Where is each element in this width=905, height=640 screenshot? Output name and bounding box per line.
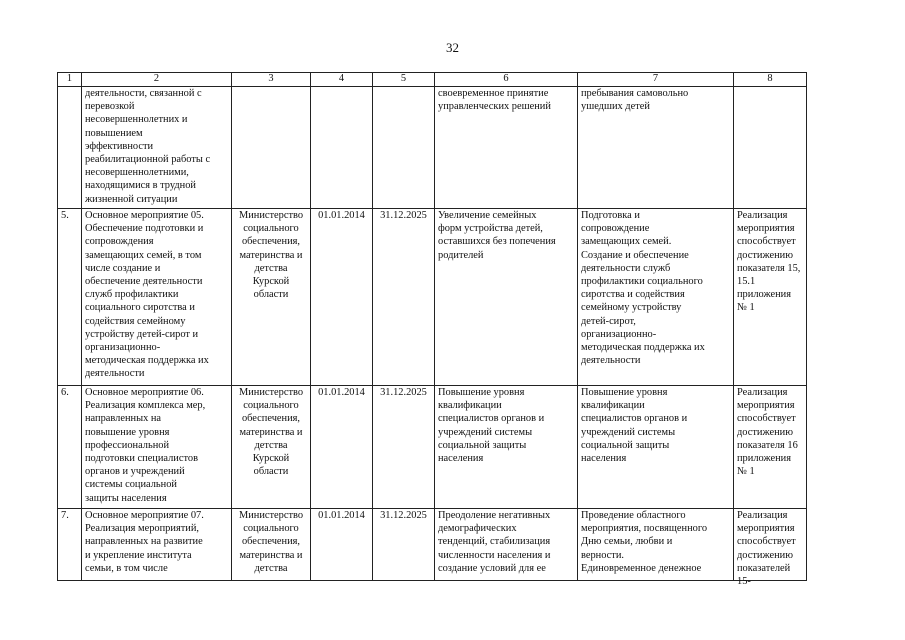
directions-cell: пребывания самовольно ушедших детей xyxy=(578,87,734,209)
header-col-5: 5 xyxy=(373,73,435,87)
start-date-cell: 01.01.2014 xyxy=(311,509,373,581)
result-cell: своевременное принятие управленческих решений xyxy=(435,87,578,209)
indicator-link-cell: Реализация мероприятия способствует достижению показателя 16 приложения № 1 xyxy=(734,386,807,509)
result-cell: Увеличение семейных форм устройства детей, оставшихся без попечения родителей xyxy=(435,209,578,386)
indicator-link-cell: Реализация мероприятия способствует достижению показателя 15, 15.1 приложения № 1 xyxy=(734,209,807,386)
result-cell: Повышение уровня квалификации специалистов органов и учреждений системы социальной защиты населения xyxy=(435,386,578,509)
end-date-cell: 31.12.2025 xyxy=(373,509,435,581)
end-date-cell xyxy=(373,87,435,209)
executor-cell: Министерство социального обеспечения, материнства и детства xyxy=(238,510,304,574)
directions-cell: Повышение уровня квалификации специалистов органов и учреждений системы социальной защиты населения xyxy=(578,386,734,509)
table-row xyxy=(58,87,807,209)
indicator-link-cell: Реализация мероприятия способствует достижению показателей 15- xyxy=(737,510,796,588)
row-number xyxy=(58,87,82,209)
row-number: 6. xyxy=(58,386,82,509)
end-date-cell: 31.12.2025 xyxy=(373,386,435,509)
executor-cell: Министерство социального обеспечения, материнства и детства Курской области xyxy=(232,386,311,509)
table-row xyxy=(58,509,807,581)
end-date-cell: 31.12.2025 xyxy=(373,209,435,386)
row-number: 5. xyxy=(58,209,82,386)
start-date-cell xyxy=(311,87,373,209)
header-col-1: 1 xyxy=(58,73,82,87)
indicator-link-cell xyxy=(734,87,807,209)
directions-cell: Подготовка и сопровождение замещающих семей. Создание и обеспечение деятельности служб профилактики социального сиротства и содействия семейному устройству детей-сирот, организационно- методическая поддержка их деятельности xyxy=(578,209,734,386)
header-col-4: 4 xyxy=(311,73,373,87)
table-row xyxy=(58,386,807,509)
directions-cell: Проведение областного мероприятия, посвященного Дню семьи, любви и верности. Единовременное денежное xyxy=(581,510,708,574)
table-row xyxy=(58,209,807,386)
activities-table xyxy=(57,72,807,588)
header-col-3: 3 xyxy=(232,73,311,87)
row-number: 7. xyxy=(58,509,82,581)
header-col-8: 8 xyxy=(734,73,807,87)
activity-cell: Основное мероприятие 07. Реализация мероприятий, направленных на развитие и укрепление института семьи, в том числе xyxy=(85,510,204,574)
start-date-cell: 01.01.2014 xyxy=(311,386,373,509)
activity-cell: Основное мероприятие 05. Обеспечение подготовки и сопровождения замещающих семей, в том числе создание и обеспечение деятельности служб профилактики социального сиротства и содействия семейному устройству детей-сирот и организационно- методическая поддержка их деятельности xyxy=(82,209,232,386)
executor-cell: Министерство социального обеспечения, материнства и детства Курской области xyxy=(232,209,311,386)
result-cell: Преодоление негативных демографических тенденций, стабилизация численности населения и создание условий для ее xyxy=(438,510,551,574)
activity-cell: деятельности, связанной с перевозкой несовершеннолетних и повышением эффективности реабилитационной работы с несовершеннолетними, находящимися в трудной жизненной ситуации xyxy=(82,87,232,209)
header-col-6: 6 xyxy=(435,73,578,87)
header-row xyxy=(58,73,807,87)
header-col-7: 7 xyxy=(578,73,734,87)
page-number: 32 xyxy=(446,40,459,55)
start-date-cell: 01.01.2014 xyxy=(311,209,373,386)
executor-cell xyxy=(232,87,311,209)
activity-cell: Основное мероприятие 06. Реализация комплекса мер, направленных на повышение уровня профессиональной подготовки специалистов органов и учреждений системы социальной защиты населения xyxy=(82,386,232,509)
header-col-2: 2 xyxy=(82,73,232,87)
